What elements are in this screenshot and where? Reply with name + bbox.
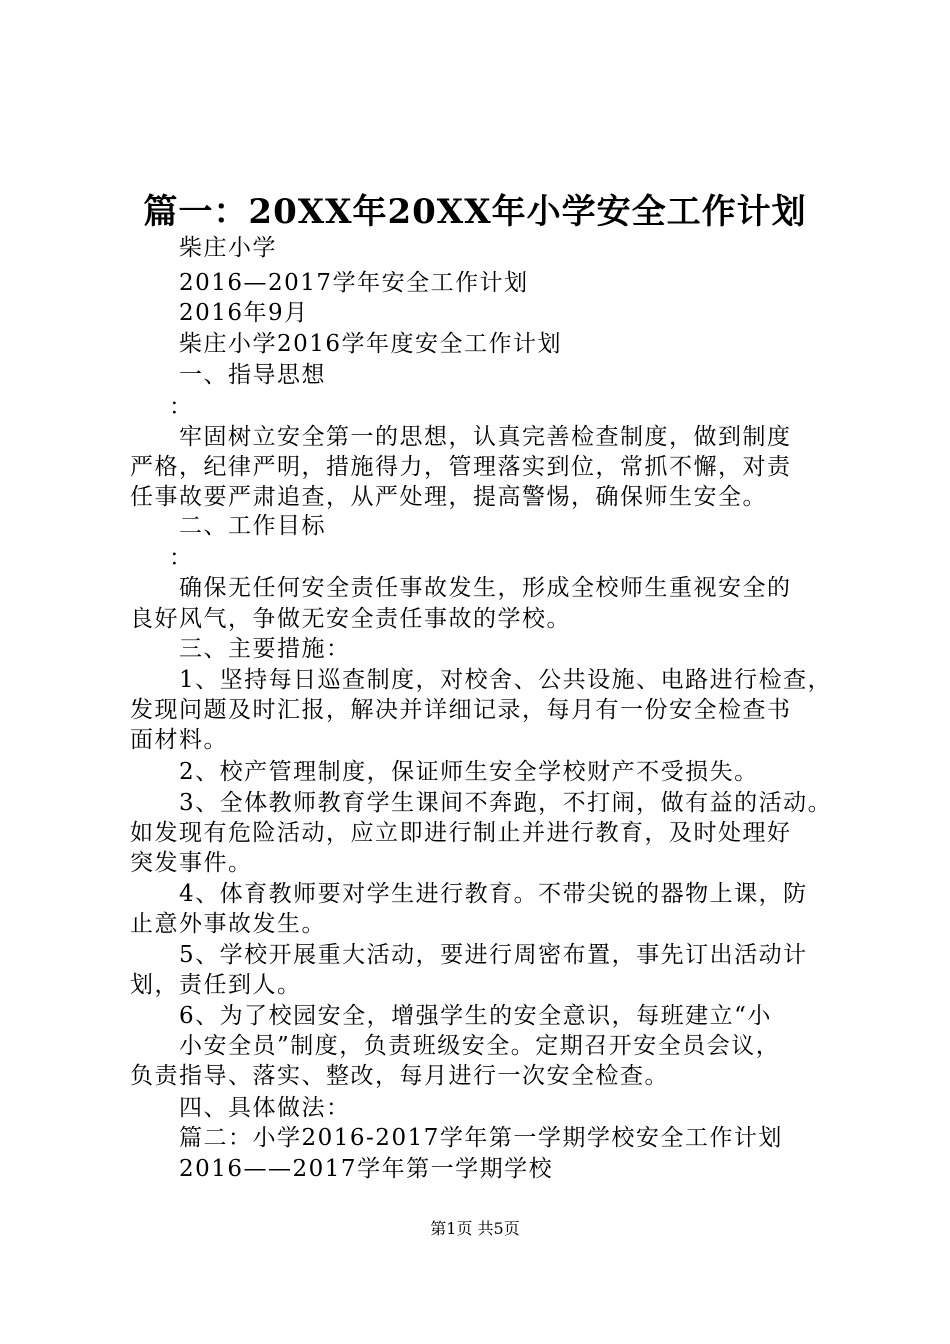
body-line: 4、体育教师要对学生进行教育。不带尖锐的器物上课，防 — [179, 881, 808, 907]
body-line: 柴庄小学 — [179, 235, 277, 261]
section-heading: 二、工作目标 — [179, 513, 326, 539]
body-line: 良好风气，争做无安全责任事故的学校。 — [130, 606, 571, 632]
body-line: 突发事件。 — [130, 850, 253, 876]
body-line: 柴庄小学2016学年度安全工作计划 — [179, 331, 563, 357]
body-line: 小安全员”制度，负责班级安全。定期召开安全员会议， — [179, 1033, 781, 1059]
body-line: 3、全体教师教育学生课间不奔跑，不打闹，做有益的活动。 — [179, 790, 833, 816]
section-heading: 一、指导思想 — [179, 362, 326, 388]
page-footer: 第1页 共5页 — [430, 1219, 520, 1238]
document-title: 篇一：20XX年20XX年小学安全工作计划 — [143, 192, 807, 232]
body-line: ： — [169, 394, 194, 420]
body-line: 如发现有危险活动，应立即进行制止并进行教育，及时处理好 — [130, 820, 792, 846]
body-line: 严格，纪律严明，措施得力，管理落实到位，常抓不懈，对责 — [130, 454, 792, 480]
body-line: 5、学校开展重大活动，要进行周密布置，事先订出活动计 — [179, 942, 808, 968]
body-line: 2、校产管理制度，保证师生安全学校财产不受损失。 — [179, 759, 759, 785]
body-line: 发现问题及时汇报，解决并详细记录，每月有一份安全检查书 — [130, 697, 792, 723]
body-line: 任事故要严肃追查，从严处理，提高警惕，确保师生安全。 — [130, 484, 767, 510]
body-line: 确保无任何安全责任事故发生，形成全校师生重视安全的 — [179, 575, 792, 601]
body-line: 6、为了校园安全，增强学生的安全意识，每班建立“小 — [179, 1003, 772, 1029]
body-line: 面材料。 — [130, 727, 228, 753]
section-heading: 三、主要措施： — [179, 636, 351, 662]
body-line: ： — [169, 545, 194, 571]
body-line: 牢固树立安全第一的思想，认真完善检查制度，做到制度 — [179, 424, 792, 450]
body-line: 止意外事故发生。 — [130, 911, 326, 937]
body-line: 2016—2017学年安全工作计划 — [179, 270, 529, 296]
body-line: 1、坚持每日巡查制度，对校舍、公共设施、电路进行检查， — [179, 667, 833, 693]
body-line: 2016——2017学年第一学期学校 — [179, 1156, 554, 1182]
body-line: 负责指导、落实、整改，每月进行一次安全检查。 — [130, 1063, 669, 1089]
body-line: 2016年9月 — [179, 300, 309, 326]
body-line: 划，责任到人。 — [130, 972, 302, 998]
section-heading: 篇二：小学2016-2017学年第一学期学校安全工作计划 — [179, 1125, 783, 1151]
section-heading: 四、具体做法： — [179, 1095, 351, 1121]
